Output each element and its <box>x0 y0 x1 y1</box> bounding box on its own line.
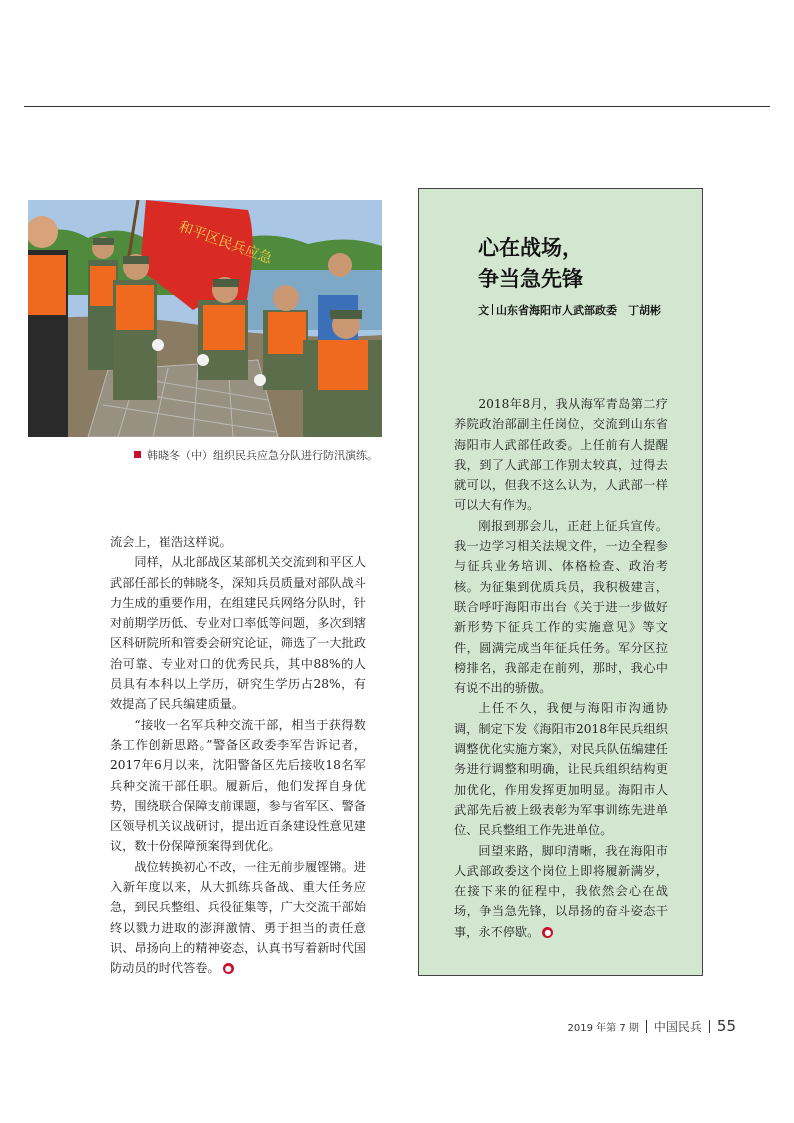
byline-author: 山东省海阳市人武部政委 丁胡彬 <box>496 304 661 317</box>
sidebar-title-line-2: 争当急先锋 <box>478 267 583 291</box>
header-rule <box>24 106 770 107</box>
footer-divider <box>709 1020 710 1033</box>
sidebar-paragraph-4-text: 回望来路，脚印清晰，我在海阳市人武部政委这个岗位上即将履新满岁，在接下来的征程中，我依然会心在战场，争当急先锋，以昂扬的奋斗姿态干事，永不停歇。 <box>454 843 668 939</box>
sidebar-body <box>454 394 668 942</box>
flag-text: 和平区民兵应急 <box>176 218 275 268</box>
sidebar-paragraph-1: 2018年8月，我从海军青岛第二疗养院政治部副主任岗位，交流到山东省海阳市人武部任政委。上任前有人提醒我，到了人武部工作别太较真，过得去就可以，但我不这么认为，人武部一样可以大有作为。 <box>454 397 668 513</box>
left-paragraph-4 <box>110 857 366 979</box>
byline-prefix: 文 <box>478 304 489 317</box>
issue-label: 2019 年第 7 期 <box>567 1022 639 1034</box>
left-paragraph-2: 同样，从北部战区某部机关交流到和平区人武部任部长的韩晓冬，深知兵员质量对部队战斗力生成的重要作用，在组建民兵网络分队时，针对前期学历低、专业对口率低等问题，多次到辖区科研院所和管委会研究论证，筛选了一大批政治可靠、专业对口的优秀民兵，其中88%的人员具有本科以上学历，研究生学历占28%，有效提高了民兵编建质量。 <box>110 555 366 712</box>
sidebar-title <box>478 233 583 295</box>
red-square-icon <box>134 451 141 458</box>
shield-emblem-icon: ● <box>223 963 234 974</box>
magazine-name: 中国民兵 <box>653 1019 702 1034</box>
byline-divider <box>492 304 493 315</box>
sidebar-paragraph-2: 刚报到那会儿，正赶上征兵宣传。我一边学习相关法规文件，一边全程参与征兵业务培训、体格检查、政治考核。为征集到优质兵员，我积极建言，联合呼吁海阳市出台《关于进一步做好新形势下征兵工作的实施意见》等文件，圆满完成当年征兵任务。军分区拉榜排名，我部走在前列，那时，我心中有说不出的骄傲。 <box>454 518 668 696</box>
news-photo <box>28 200 382 437</box>
caption-text: 韩晓冬（中）组织民兵应急分队进行防汛演练。 <box>147 449 378 462</box>
left-column-article <box>110 532 366 979</box>
sidebar-box <box>418 188 703 976</box>
sidebar-title-line-1: 心在战场， <box>478 236 583 260</box>
page-footer <box>568 1017 736 1035</box>
left-paragraph-3: “接收一名军兵种交流干部，相当于获得数条工作创新思路。”警备区政委李军告诉记者，2017年6月以来，沈阳警备区先后接收18名军兵种交流干部任职。履新后，他们发挥自身优势，围绕联合保障支前课题，参与省军区、警备区领导机关议战研讨，提出近百条建设性意见建议，数十份保障预案得到优化。 <box>110 717 366 854</box>
page-number: 55 <box>716 1017 736 1035</box>
photo-caption <box>134 447 378 463</box>
sidebar-byline <box>478 302 661 318</box>
left-paragraph-1: 流会上，崔浩这样说。 <box>110 535 232 549</box>
left-paragraph-4-text: 战位转换初心不改，一往无前步履铿锵。进入新年度以来，从大抓练兵备战、重大任务应急，到民兵整组、兵役征集等，广大交流干部始终以戮力进取的澎湃激情、勇于担当的责任意识、昂扬向上的精神姿态，认真书写着新时代国防动员的时代答卷。 <box>110 859 366 976</box>
sidebar-paragraph-3: 上任不久，我便与海阳市沟通协调，制定下发《海阳市2018年民兵组织调整优化实施方案》，对民兵队伍编建任务进行调整和明确，让民兵组织结构更加优化，作用发挥更加明显。海阳市人武部先后被上级表彰为军事训练先进单位、民兵整组工作先进单位。 <box>454 701 668 838</box>
sidebar-paragraph-4 <box>454 841 668 942</box>
shield-emblem-icon: ● <box>542 927 553 938</box>
footer-divider <box>646 1020 647 1033</box>
